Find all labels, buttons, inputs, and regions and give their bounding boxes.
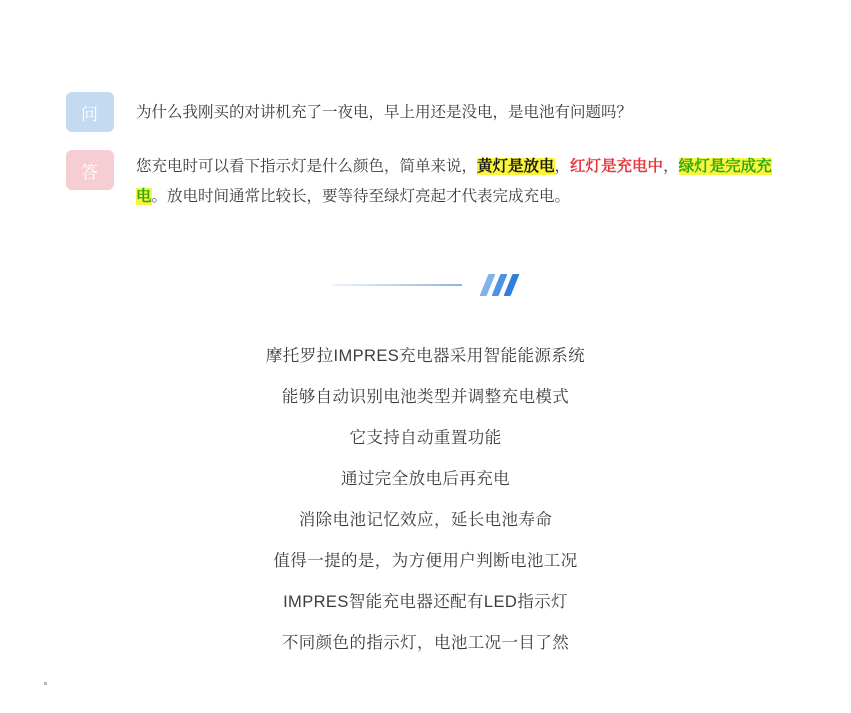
answer-text (136, 150, 796, 212)
body-lines (0, 336, 851, 664)
body-line: 通过完全放电后再充电 (341, 470, 510, 488)
body-line: 不同颜色的指示灯，电池工况一目了然 (281, 634, 570, 652)
answer-part-4: 。放电时间通常比较长，要等待至绿灯亮起才代表完成充电。 (151, 188, 571, 205)
body-line: 值得一提的是，为方便用户判断电池工况 (273, 552, 578, 570)
body-line: 能够自动识别电池类型并调整充电模式 (281, 388, 570, 406)
body-line: IMPRES智能充电器还配有LED指示灯 (283, 593, 568, 611)
answer-part-1: 您充电时可以看下指示灯是什么颜色，简单来说， (136, 158, 478, 175)
answer-highlight-green-complete: 绿灯是完成充电 (136, 158, 772, 205)
body-line: 摩托罗拉IMPRES充电器采用智能能源系统 (265, 347, 586, 365)
question-text: 为什么我刚买的对讲机充了一夜电，早上用还是没电，是电池有问题吗？ (136, 104, 633, 121)
question-row (66, 92, 806, 132)
answer-badge: 答 (66, 150, 114, 190)
answer-part-2: ， (554, 158, 571, 175)
divider-line (332, 284, 462, 286)
answer-highlight-yellow-discharge: 黄灯是放电 (477, 158, 555, 175)
body-line: 它支持自动重置功能 (349, 429, 502, 447)
answer-highlight-red-charging: 红灯是充电中 (570, 158, 664, 175)
answer-row (66, 150, 806, 212)
qa-block (66, 92, 806, 230)
question-badge: 问 (66, 92, 114, 132)
section-divider (0, 268, 851, 302)
corner-dot (44, 682, 47, 685)
slash-ornament-icon (484, 274, 520, 296)
body-line: 消除电池记忆效应，延长电池寿命 (298, 511, 553, 529)
answer-part-3: ， (663, 158, 679, 175)
